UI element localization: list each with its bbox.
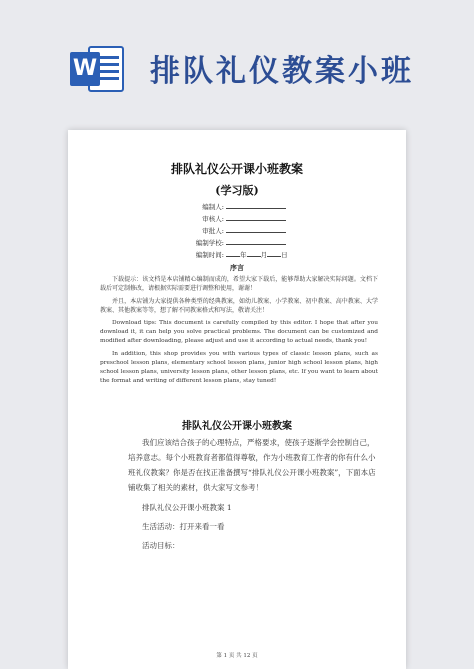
body-text xyxy=(128,435,378,557)
date-day-label: 日 xyxy=(281,251,288,259)
word-icon-line xyxy=(100,70,119,73)
body-paragraph: 生活活动：打开来看一看 xyxy=(142,522,225,531)
meta-school-blank xyxy=(226,237,286,245)
date-year-label: 年 xyxy=(240,251,247,259)
meta-school-label: 编制学校: xyxy=(195,239,224,247)
meta-editor-label: 编制人: xyxy=(202,203,224,211)
meta-approver-label: 审批人: xyxy=(202,227,224,235)
meta-school-row xyxy=(168,237,368,249)
body-paragraph: 排队礼仪公开课小班教案 1 xyxy=(142,503,232,512)
meta-date-row xyxy=(168,249,368,261)
meta-reviewer-row xyxy=(168,213,368,225)
meta-approver-row xyxy=(168,225,368,237)
document-subtitle: (学习版) xyxy=(215,184,259,197)
word-document-icon xyxy=(70,44,126,94)
banner-title: 排队礼仪教案小班 xyxy=(150,54,414,89)
date-month-blank xyxy=(247,249,261,257)
document-title: 排队礼仪公开课小班教案 xyxy=(170,162,303,176)
document-page xyxy=(68,130,406,669)
word-icon-line xyxy=(100,56,119,59)
meta-date-fields xyxy=(226,249,288,261)
meta-approver-blank xyxy=(226,225,286,233)
date-year-blank xyxy=(226,249,240,257)
meta-date-label: 编制时间: xyxy=(195,251,224,259)
preface-paragraph: 并且，本店铺为大家提供各种类型的经典教案，如幼儿教案、小学教案、初中教案、高中教案、大学教案、其他教案等等，想了解不同教案格式和写法，敬请关注！ xyxy=(100,298,378,314)
preface-block xyxy=(100,275,378,390)
meta-editor-blank xyxy=(226,201,286,209)
word-icon-line xyxy=(100,63,119,66)
banner-header xyxy=(0,0,474,125)
date-month-label: 月 xyxy=(260,251,268,259)
body-paragraph: 我们应该结合孩子的心理特点，严格要求，使孩子逐渐学会控制自己，培养意志。每个小班教育者都值得尊敬，作为小班教育工作者的你有什么小班礼仪教案？你是否在找正准备撰写“排队礼仪公开课小班教案”，下面本店铺收集了相关的素材，供大家写文参考！ xyxy=(128,438,376,492)
preface-paragraph: In addition, this shop provides you with various types of classic lesson plans, such as preschool lesson plans, elementary school lesson plans, junior high school lesson plans, high school lesson plans, university lesson plans, other lesson plans, etc. If you want to learn about the format and writing of different lesson plans, stay tuned! xyxy=(100,351,378,384)
document-meta xyxy=(168,201,368,261)
section-title: 排队礼仪公开课小班教案 xyxy=(182,421,292,432)
body-paragraph: 活动目标： xyxy=(142,541,180,550)
word-icon-line xyxy=(100,77,119,80)
meta-reviewer-blank xyxy=(226,213,286,221)
preface-paragraph: Download tips: This document is carefully compiled by this editor. I hope that after you download it, it can help you solve practical problems. The document can be customized and modified after downloading, please adjust and use it according to actual needs, thank you! xyxy=(100,320,378,344)
preface-paragraph: 下载提示：该文档是本店铺精心编制而成的，希望大家下载后，能够帮助大家解决实际问题。文档下载后可定制修改，请根据实际需要进行调整和使用，谢谢！ xyxy=(100,276,378,292)
preface-title: 序言 xyxy=(230,263,244,272)
word-logo-letter: W xyxy=(70,52,100,86)
date-day-blank xyxy=(267,249,281,257)
page-footer: 第 1 页 共 12 页 xyxy=(216,653,258,659)
meta-editor-row xyxy=(168,201,368,213)
meta-reviewer-label: 审核人: xyxy=(202,215,224,223)
